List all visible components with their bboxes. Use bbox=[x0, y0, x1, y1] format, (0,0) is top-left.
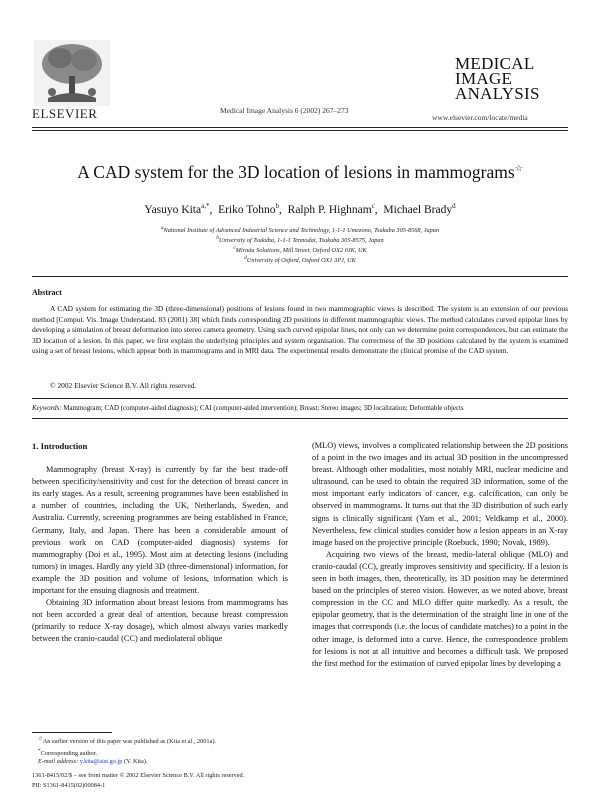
email-suffix: (Y. Kita). bbox=[123, 758, 148, 766]
affiliation-text: University of Tsukuba, 1-1-1 Tennodai, Tsukuba 305-8575, Japan bbox=[218, 237, 384, 245]
footnotes bbox=[32, 735, 288, 767]
footnote-mark: * bbox=[38, 747, 41, 754]
abstract-body bbox=[32, 304, 568, 357]
abstract-rule-top bbox=[32, 276, 568, 277]
header-rule-top bbox=[32, 127, 568, 128]
footnote-rule bbox=[32, 732, 112, 733]
author-sup: d bbox=[452, 202, 456, 210]
affiliation-text: Mirada Solutions, Mill Street, Oxford OX2 0JK, UK bbox=[235, 247, 367, 255]
body-column-left bbox=[32, 440, 288, 646]
email-label: E-mail address: bbox=[38, 758, 79, 766]
affiliation-sup: a bbox=[160, 225, 164, 231]
footnote-text: Corresponding author. bbox=[40, 749, 97, 757]
author-name: Yasuyo Kita bbox=[144, 203, 202, 216]
keywords-text: Mammogram; CAD (computer-aided diagnosis); CAI (computer-aided intervention); Breast; Stereo images; 3D localization; Deformable objects bbox=[63, 405, 464, 412]
body-column-right bbox=[312, 440, 568, 670]
body-paragraph: Acquiring two views of the breast, medio-lateral oblique (MLO) and cranio-caudal (CC), greatly improves sensitivity and specificity. If a lesion is seen in both images, then, theoretically, its 3D position may be determined based on the principles of stereo vision. However, as we noted above, breast compression in the CC and MLO differ quite markedly. As a result, the epipolar geometry, that is the determination of the straight line in one of the images that corresponds (i.e. the locus of candidate matches) to a point in the other image, is deformed into a curve. Hence, the correspondence problem for lesions is not at all intuitive and becomes a difficult task. We proposed the first method for the estimation of curved epipolar lines by developing a bbox=[312, 549, 568, 668]
author-sup: b bbox=[275, 202, 280, 210]
footnote-text: An earlier version of this paper was published as (Kita et al., 2001a). bbox=[42, 738, 217, 746]
affiliation-c bbox=[0, 245, 600, 254]
affiliation-sup: d bbox=[244, 255, 247, 261]
body-paragraph: (MLO) views, involves a complicated relationship between the 2D positions of a point in the two images and its actual 3D position in the uncompressed breast. Although other modalities, most notably MRI, nuclear medicine and ultrasound, can be used to obtain the required 3D information, some of the most important early indicators of cancer, e.g. calcification, can only be observed in mammograms. It turns out that the 3D distribution of such early signs is clinically significant (Yam et al., 2001; Veldkamp et al., 2000). Nevertheless, few clinical studies consider how a lesion appears in an X-ray image based on the projective principle (Roebuck, 1990; Novak, 1989). bbox=[312, 441, 568, 547]
author-sup: c bbox=[371, 202, 375, 210]
keywords-rule-top bbox=[32, 398, 568, 399]
elsevier-tree-logo bbox=[34, 40, 110, 106]
author-list: Yasuyo Kita$^{a,*}$, Eriko Tohno$^b$, Ralph P. Highnam$^c$, Michael Brady$^d$ bbox=[144, 202, 456, 216]
paper-title-text: A CAD system for the 3D location of lesions in mammograms bbox=[77, 162, 515, 182]
body-paragraph: Obtaining 3D information about breast lesions from mammograms has not been accorded a great deal of attention, because breast compression (primarily to reduce X-ray dosage), which almost always varies markedly between the cranio-caudal (CC) and mediolateral oblique bbox=[32, 598, 288, 644]
brand-line-2: IMAGE bbox=[455, 69, 513, 88]
abstract-text: A CAD system for estimating the 3D (three-dimensional) positions of lesions found in two mammographic views is described. The system is an extension of our previous method [Comput. Vis. Image Understand. 83 (2001) 38] which finds corresponding 2D positions in different mammographic views. The method calculates curved epipolar lines by developing a simulation of breast deformation into stereo camera geometry. Using such curved epipolar lines, not only can we determine point correspondences, but can estimate the 3D location of a lesion. In this paper, we first explain the underlying principles and system organisation. The correctness of the 3D positions calculated by the system is examined using a set of breast lesions, which appear both in mammograms and in MRI data. The experimental results demonstrate the clinical promise of the CAD system. bbox=[32, 304, 568, 355]
keywords-line bbox=[32, 405, 572, 412]
keywords-label: Keywords: bbox=[32, 405, 62, 412]
footnote-2 bbox=[32, 747, 288, 759]
footnote-1 bbox=[32, 735, 288, 747]
footnote-email bbox=[32, 758, 288, 767]
author-name: Ralph P. Highnam bbox=[287, 203, 372, 216]
abstract-copyright: © 2002 Elsevier Science B.V. All rights reserved. bbox=[50, 381, 197, 390]
affiliation-sup: c bbox=[233, 245, 236, 251]
journal-citation: Medical Image Analysis 6 (2002) 267–273 bbox=[220, 106, 349, 115]
keywords-rule-bottom bbox=[32, 418, 568, 419]
affiliation-text: National Institute of Advanced Industrial Science and Technology, 1-1-1 Umezono, Tsukuba 305-8568, Japan bbox=[163, 227, 440, 235]
footnote-mark: ☆ bbox=[38, 736, 43, 742]
front-matter-line: 1361-8415/02/$ – see front matter © 2002 Elsevier Science B.V. All rights reserved. bbox=[32, 772, 245, 779]
abstract-heading: Abstract bbox=[32, 288, 62, 297]
pii-line: PII: S1361-8415(02)00084-1 bbox=[32, 782, 106, 789]
email-link[interactable]: y.kita@aist.go.jp bbox=[79, 758, 123, 766]
journal-url[interactable]: www.elsevier.com/locate/media bbox=[432, 113, 528, 122]
journal-brand bbox=[455, 56, 565, 101]
affiliation-d bbox=[0, 255, 600, 264]
body-paragraph: Mammography (breast X-ray) is currently by far the best trade-off between specificity/sensitivity and cost for the detection of breast cancer in its early stages. As a result, screening programmes have been established in a number of countries, including the UK, Netherlands, Sweden, and Australia. Currently, screening programmes are being established in France, Germany, Italy, and Japan. There has been a considerable amount of previous work on CAD (computer-aided diagnosis) systems for mammography (Doi et al., 1995). Most aim at detecting lesions (including tumors) in images. Hardly any yield 3D (three-dimensional) information, for example the 3D position and volume of lesions, information which is important for the ensuing diagnosis and treatment. bbox=[32, 465, 288, 596]
title-footnote-mark: ☆ bbox=[514, 163, 523, 174]
affiliation-text: University of Oxford, Oxford OX1 3PJ, UK bbox=[246, 257, 356, 265]
section-heading: 1. Introduction bbox=[32, 441, 88, 451]
brand-line-3: ANALYSIS bbox=[455, 84, 540, 103]
affiliation-sup: b bbox=[216, 235, 219, 241]
header-rule-bottom bbox=[32, 130, 568, 131]
brand-line-1: MEDICAL bbox=[455, 54, 535, 73]
author-name: Eriko Tohno bbox=[218, 203, 276, 216]
affiliation-a bbox=[0, 225, 600, 234]
affiliation-b bbox=[0, 235, 600, 244]
publisher-name: ELSEVIER bbox=[32, 106, 98, 121]
author-sup: a,* bbox=[201, 202, 210, 210]
paper-title bbox=[0, 162, 600, 183]
author-name: Michael Brady bbox=[383, 203, 453, 216]
